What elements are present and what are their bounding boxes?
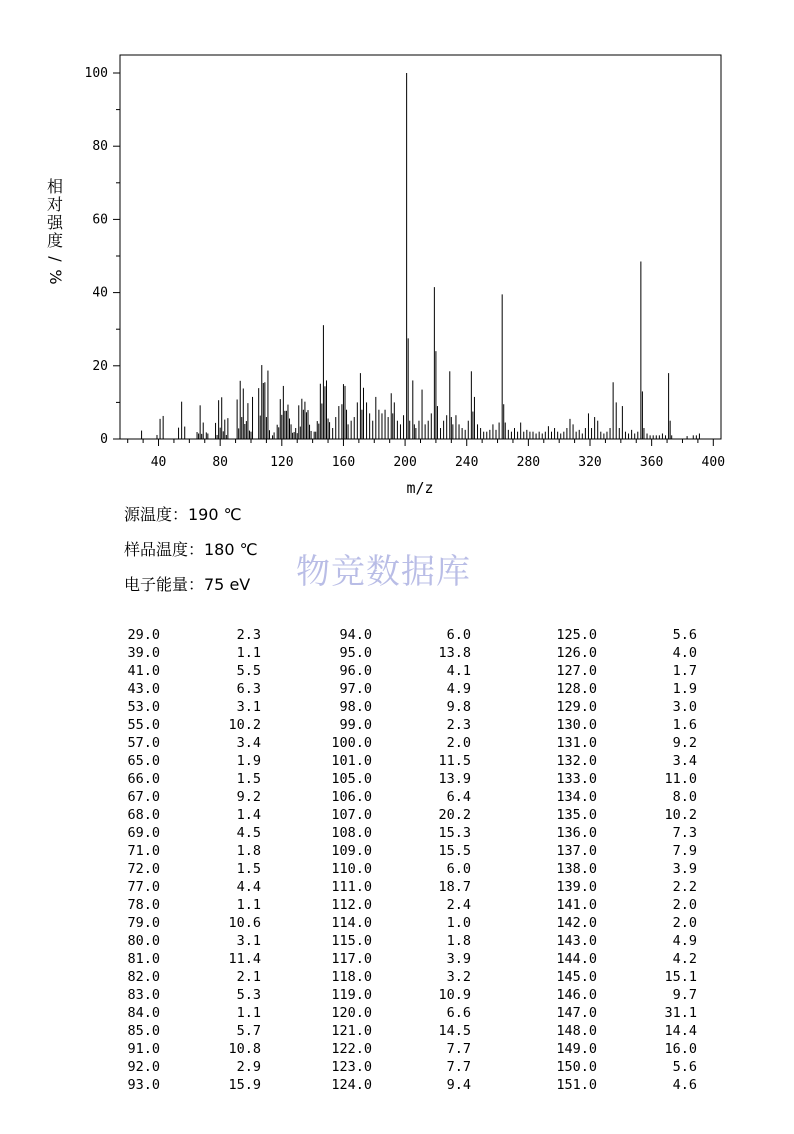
x-tick-label: 280 bbox=[516, 455, 541, 470]
mz-cell: 79.0 bbox=[127, 915, 160, 931]
mz-cell: 144.0 bbox=[556, 951, 597, 967]
intensity-cell: 10.8 bbox=[228, 1041, 261, 1057]
peak-table bbox=[100, 626, 697, 1094]
table-row bbox=[100, 1022, 697, 1040]
mz-cell: 81.0 bbox=[127, 951, 160, 967]
intensity-cell: 1.4 bbox=[236, 807, 261, 823]
intensity-cell: 31.1 bbox=[664, 1005, 697, 1021]
mz-cell: 134.0 bbox=[556, 789, 597, 805]
intensity-cell: 9.4 bbox=[446, 1077, 471, 1093]
table-row bbox=[100, 914, 697, 932]
mz-cell: 111.0 bbox=[331, 879, 372, 895]
mz-cell: 133.0 bbox=[556, 771, 597, 787]
mz-cell: 43.0 bbox=[127, 681, 160, 697]
intensity-cell: 2.2 bbox=[672, 879, 697, 895]
source-temperature: 源温度：190 ℃ bbox=[124, 505, 242, 524]
table-row bbox=[100, 698, 697, 716]
intensity-cell: 3.4 bbox=[672, 753, 697, 769]
intensity-cell: 8.0 bbox=[672, 789, 697, 805]
mz-cell: 93.0 bbox=[127, 1077, 160, 1093]
intensity-cell: 15.3 bbox=[438, 825, 471, 841]
intensity-cell: 6.6 bbox=[446, 1005, 471, 1021]
intensity-cell: 3.9 bbox=[446, 951, 471, 967]
plot-frame bbox=[120, 55, 721, 439]
intensity-cell: 20.2 bbox=[438, 807, 471, 823]
intensity-cell: 3.1 bbox=[236, 933, 261, 949]
intensity-cell: 4.6 bbox=[672, 1077, 697, 1093]
intensity-cell: 7.7 bbox=[446, 1041, 471, 1057]
electron-energy: 电子能量：75 eV bbox=[124, 575, 251, 594]
intensity-cell: 16.0 bbox=[664, 1041, 697, 1057]
intensity-cell: 4.1 bbox=[446, 663, 471, 679]
mz-cell: 85.0 bbox=[127, 1023, 160, 1039]
mz-cell: 67.0 bbox=[127, 789, 160, 805]
table-row bbox=[100, 1004, 697, 1022]
intensity-cell: 1.8 bbox=[236, 843, 261, 859]
y-tick-label: 80 bbox=[92, 139, 108, 155]
y-label-char: / bbox=[46, 256, 65, 262]
y-tick-label: 60 bbox=[92, 212, 108, 228]
y-axis-label bbox=[46, 177, 65, 285]
mz-cell: 135.0 bbox=[556, 807, 597, 823]
mz-cell: 145.0 bbox=[556, 969, 597, 985]
table-row bbox=[100, 950, 697, 968]
y-label-char: 相 bbox=[46, 177, 64, 196]
intensity-cell: 1.0 bbox=[446, 915, 471, 931]
mz-cell: 95.0 bbox=[339, 645, 372, 661]
intensity-cell: 2.1 bbox=[236, 969, 261, 985]
intensity-cell: 9.8 bbox=[446, 699, 471, 715]
intensity-cell: 10.6 bbox=[228, 915, 261, 931]
intensity-cell: 1.1 bbox=[236, 897, 261, 913]
mz-cell: 121.0 bbox=[331, 1023, 372, 1039]
mz-cell: 108.0 bbox=[331, 825, 372, 841]
intensity-cell: 7.3 bbox=[672, 825, 697, 841]
x-tick-label: 240 bbox=[454, 455, 479, 470]
mz-cell: 84.0 bbox=[127, 1005, 160, 1021]
y-tick-label: 100 bbox=[84, 66, 108, 81]
mz-cell: 128.0 bbox=[556, 681, 597, 697]
mz-cell: 126.0 bbox=[556, 645, 597, 661]
table-row bbox=[100, 1040, 697, 1058]
intensity-cell: 5.5 bbox=[236, 663, 261, 679]
mz-cell: 118.0 bbox=[331, 969, 372, 985]
intensity-cell: 9.2 bbox=[672, 735, 697, 751]
x-tick-label: 200 bbox=[393, 455, 417, 470]
table-row bbox=[100, 860, 697, 878]
intensity-cell: 3.0 bbox=[672, 699, 697, 715]
mz-cell: 119.0 bbox=[331, 987, 372, 1003]
mz-cell: 72.0 bbox=[127, 861, 160, 877]
intensity-cell: 3.1 bbox=[236, 699, 261, 715]
mz-cell: 94.0 bbox=[339, 627, 372, 643]
mz-cell: 105.0 bbox=[331, 771, 372, 787]
mz-cell: 100.0 bbox=[331, 735, 372, 751]
x-tick-label: 120 bbox=[270, 455, 294, 470]
mz-cell: 136.0 bbox=[556, 825, 597, 841]
intensity-cell: 6.4 bbox=[446, 789, 471, 805]
x-tick-label: 400 bbox=[701, 455, 726, 470]
table-row bbox=[100, 662, 697, 680]
table-row bbox=[100, 1058, 697, 1076]
intensity-cell: 1.6 bbox=[672, 717, 697, 733]
intensity-cell: 1.1 bbox=[236, 645, 261, 661]
mz-cell: 120.0 bbox=[331, 1005, 372, 1021]
intensity-cell: 9.7 bbox=[672, 987, 697, 1003]
table-row bbox=[100, 644, 697, 662]
mz-cell: 71.0 bbox=[127, 843, 160, 859]
mz-cell: 148.0 bbox=[556, 1023, 597, 1039]
sample-temperature: 样品温度：180 ℃ bbox=[124, 540, 258, 559]
mz-cell: 138.0 bbox=[556, 861, 597, 877]
intensity-cell: 5.6 bbox=[672, 627, 697, 643]
mz-cell: 82.0 bbox=[127, 969, 160, 985]
mz-cell: 106.0 bbox=[331, 789, 372, 805]
intensity-cell: 2.3 bbox=[446, 717, 471, 733]
y-label-char: 强 bbox=[46, 213, 64, 232]
table-row bbox=[100, 824, 697, 842]
mz-cell: 65.0 bbox=[127, 753, 160, 769]
intensity-cell: 1.5 bbox=[236, 861, 261, 877]
mz-cell: 123.0 bbox=[331, 1059, 372, 1075]
mz-cell: 117.0 bbox=[331, 951, 372, 967]
intensity-cell: 5.7 bbox=[236, 1023, 261, 1039]
intensity-cell: 5.3 bbox=[236, 987, 261, 1003]
intensity-cell: 2.0 bbox=[672, 897, 697, 913]
intensity-cell: 11.0 bbox=[664, 771, 697, 787]
mz-cell: 41.0 bbox=[127, 663, 160, 679]
intensity-cell: 14.5 bbox=[438, 1023, 471, 1039]
intensity-cell: 6.0 bbox=[446, 861, 471, 877]
intensity-cell: 1.1 bbox=[236, 1005, 261, 1021]
intensity-cell: 9.2 bbox=[236, 789, 261, 805]
mz-cell: 131.0 bbox=[556, 735, 597, 751]
mz-cell: 114.0 bbox=[331, 915, 372, 931]
mass-spectrum-chart bbox=[0, 0, 794, 500]
intensity-cell: 10.9 bbox=[438, 987, 471, 1003]
mz-cell: 115.0 bbox=[331, 933, 372, 949]
table-row bbox=[100, 878, 697, 896]
y-label-char: 对 bbox=[46, 195, 64, 214]
intensity-cell: 4.5 bbox=[236, 825, 261, 841]
mz-cell: 57.0 bbox=[127, 735, 160, 751]
intensity-cell: 2.3 bbox=[236, 627, 261, 643]
mz-cell: 112.0 bbox=[331, 897, 372, 913]
mz-cell: 77.0 bbox=[127, 879, 160, 895]
table-row bbox=[100, 716, 697, 734]
y-label-char: % bbox=[46, 269, 65, 285]
mz-cell: 101.0 bbox=[331, 753, 372, 769]
mz-cell: 143.0 bbox=[556, 933, 597, 949]
mz-cell: 137.0 bbox=[556, 843, 597, 859]
intensity-cell: 2.0 bbox=[672, 915, 697, 931]
mz-cell: 149.0 bbox=[556, 1041, 597, 1057]
mz-cell: 83.0 bbox=[127, 987, 160, 1003]
intensity-cell: 1.9 bbox=[236, 753, 261, 769]
intensity-cell: 15.1 bbox=[664, 969, 697, 985]
mz-cell: 55.0 bbox=[127, 717, 160, 733]
x-tick-label: 40 bbox=[150, 455, 167, 470]
intensity-cell: 6.0 bbox=[446, 627, 471, 643]
intensity-cell: 11.5 bbox=[438, 753, 471, 769]
x-axis-ticks bbox=[128, 439, 725, 470]
y-tick-label: 20 bbox=[92, 358, 108, 374]
mz-cell: 129.0 bbox=[556, 699, 597, 715]
mz-cell: 107.0 bbox=[331, 807, 372, 823]
mz-cell: 150.0 bbox=[556, 1059, 597, 1075]
mz-cell: 127.0 bbox=[556, 663, 597, 679]
x-axis-label: m/z bbox=[406, 479, 434, 497]
intensity-cell: 14.4 bbox=[664, 1023, 697, 1039]
intensity-cell: 2.9 bbox=[236, 1059, 261, 1075]
intensity-cell: 11.4 bbox=[228, 951, 261, 967]
intensity-cell: 4.2 bbox=[672, 951, 697, 967]
intensity-cell: 2.4 bbox=[446, 897, 471, 913]
mz-cell: 91.0 bbox=[127, 1041, 160, 1057]
intensity-cell: 13.9 bbox=[438, 771, 471, 787]
table-row bbox=[100, 1076, 697, 1094]
mz-cell: 141.0 bbox=[556, 897, 597, 913]
intensity-cell: 10.2 bbox=[228, 717, 261, 733]
y-tick-label: 0 bbox=[100, 432, 108, 447]
mz-cell: 151.0 bbox=[556, 1077, 597, 1093]
intensity-cell: 5.6 bbox=[672, 1059, 697, 1075]
table-row bbox=[100, 770, 697, 788]
mz-cell: 98.0 bbox=[339, 699, 372, 715]
intensity-cell: 1.9 bbox=[672, 681, 697, 697]
y-label-char: 度 bbox=[46, 231, 64, 250]
mz-cell: 146.0 bbox=[556, 987, 597, 1003]
intensity-cell: 1.8 bbox=[446, 933, 471, 949]
table-row bbox=[100, 680, 697, 698]
mz-cell: 78.0 bbox=[127, 897, 160, 913]
intensity-cell: 13.8 bbox=[438, 645, 471, 661]
intensity-cell: 4.0 bbox=[672, 645, 697, 661]
mz-cell: 132.0 bbox=[556, 753, 597, 769]
intensity-cell: 4.9 bbox=[446, 681, 471, 697]
intensity-cell: 4.4 bbox=[236, 879, 261, 895]
intensity-cell: 6.3 bbox=[236, 681, 261, 697]
y-axis-ticks bbox=[85, 66, 120, 447]
mz-cell: 97.0 bbox=[339, 681, 372, 697]
intensity-cell: 15.9 bbox=[228, 1077, 261, 1093]
table-row bbox=[100, 896, 697, 914]
intensity-cell: 3.4 bbox=[236, 735, 261, 751]
mz-cell: 69.0 bbox=[127, 825, 160, 841]
x-tick-label: 320 bbox=[578, 455, 602, 470]
table-row bbox=[100, 842, 697, 860]
table-row bbox=[100, 806, 697, 824]
mz-cell: 29.0 bbox=[127, 627, 160, 643]
intensity-cell: 18.7 bbox=[438, 879, 471, 895]
intensity-cell: 7.7 bbox=[446, 1059, 471, 1075]
x-tick-label: 360 bbox=[639, 455, 664, 470]
watermark: 物竞数据库 bbox=[296, 552, 471, 592]
table-row bbox=[100, 752, 697, 770]
intensity-cell: 10.2 bbox=[664, 807, 697, 823]
intensity-cell: 1.7 bbox=[672, 663, 697, 679]
mz-cell: 96.0 bbox=[339, 663, 372, 679]
intensity-cell: 4.9 bbox=[672, 933, 697, 949]
table-row bbox=[100, 986, 697, 1004]
mz-cell: 147.0 bbox=[556, 1005, 597, 1021]
intensity-cell: 7.9 bbox=[672, 843, 697, 859]
intensity-cell: 2.0 bbox=[446, 735, 471, 751]
mz-cell: 39.0 bbox=[127, 645, 160, 661]
intensity-cell: 1.5 bbox=[236, 771, 261, 787]
mz-cell: 139.0 bbox=[556, 879, 597, 895]
mz-cell: 80.0 bbox=[127, 933, 160, 949]
mz-cell: 122.0 bbox=[331, 1041, 372, 1057]
table-row bbox=[100, 626, 697, 644]
intensity-cell: 3.2 bbox=[446, 969, 471, 985]
mz-cell: 68.0 bbox=[127, 807, 160, 823]
mz-cell: 130.0 bbox=[556, 717, 597, 733]
mz-cell: 99.0 bbox=[339, 717, 372, 733]
mz-cell: 125.0 bbox=[556, 627, 597, 643]
intensity-cell: 3.9 bbox=[672, 861, 697, 877]
mz-cell: 124.0 bbox=[331, 1077, 372, 1093]
x-tick-label: 80 bbox=[212, 455, 228, 470]
mz-cell: 92.0 bbox=[127, 1059, 160, 1075]
intensity-cell: 15.5 bbox=[438, 843, 471, 859]
mz-cell: 66.0 bbox=[127, 771, 160, 787]
mz-cell: 110.0 bbox=[331, 861, 372, 877]
mz-cell: 142.0 bbox=[556, 915, 597, 931]
table-row bbox=[100, 734, 697, 752]
table-row bbox=[100, 788, 697, 806]
spectrum-peaks bbox=[142, 73, 700, 439]
y-tick-label: 40 bbox=[92, 285, 108, 301]
table-row bbox=[100, 968, 697, 986]
table-row bbox=[100, 932, 697, 950]
mz-cell: 53.0 bbox=[127, 699, 160, 715]
mz-cell: 109.0 bbox=[331, 843, 372, 859]
x-tick-label: 160 bbox=[331, 455, 356, 470]
